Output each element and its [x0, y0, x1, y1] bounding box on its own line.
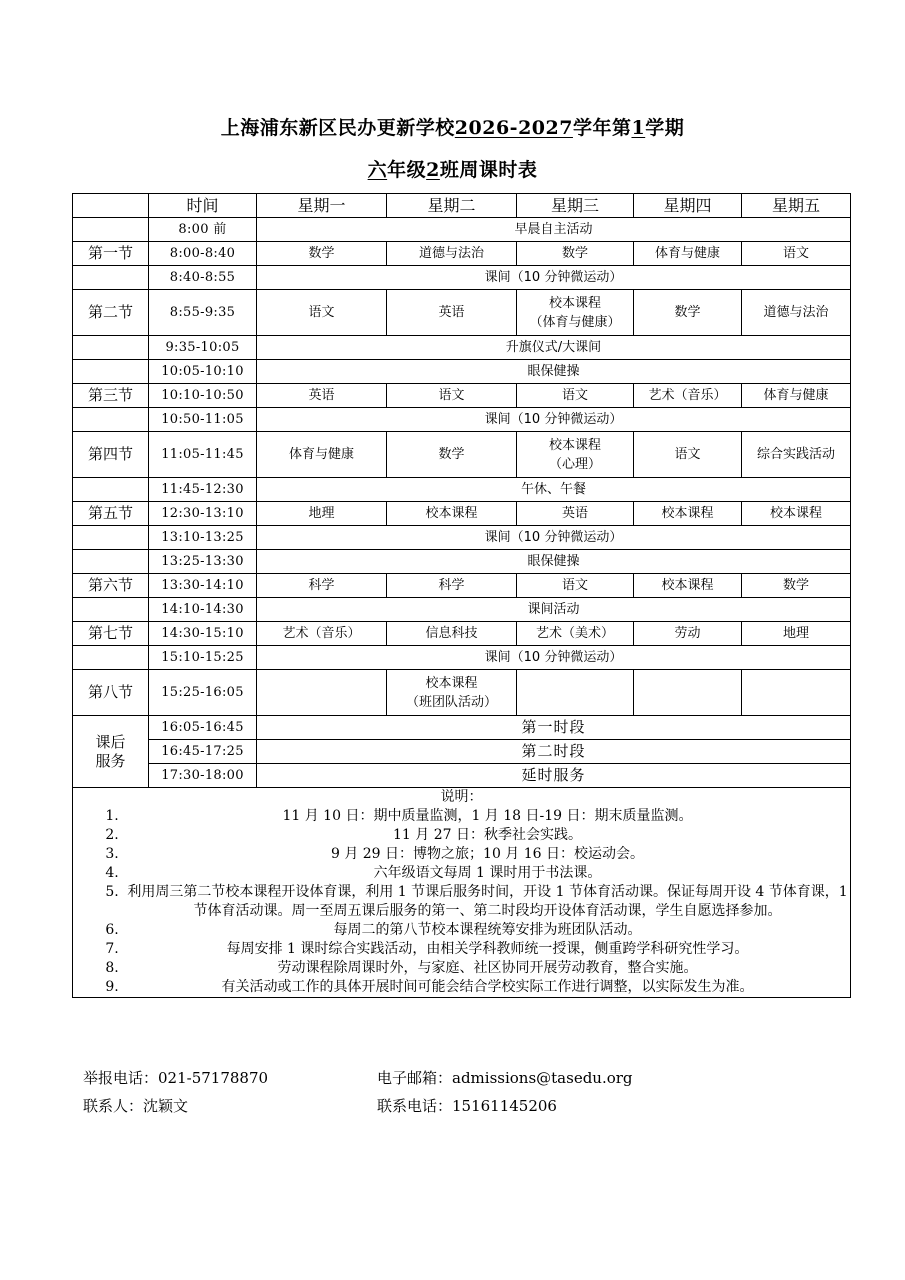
time-cell: 15:25-16:05: [149, 670, 257, 716]
subject-tue: 英语: [387, 290, 517, 336]
schedule-row: [73, 740, 851, 764]
notes-cell: [73, 788, 851, 998]
subject-tue: 校本课程: [387, 502, 517, 526]
note-text: 劳动课程除周课时外，与家庭、社区协同开展劳动教育，整合实施。: [277, 960, 698, 976]
subject-fri: 综合实践活动: [742, 432, 851, 478]
grade-number: 六: [367, 159, 388, 181]
header-tue: 星期二: [387, 194, 517, 218]
subject-mon: 英语: [257, 384, 387, 408]
time-cell: 8:00-8:40: [149, 242, 257, 266]
time-cell: 8:40-8:55: [149, 266, 257, 290]
schedule-title: [0, 155, 905, 182]
note-number: 3.: [105, 846, 119, 862]
subject-thu: 校本课程: [634, 502, 742, 526]
note-number: 7.: [105, 941, 119, 957]
period-blank: [73, 336, 149, 360]
activity-cell: 早晨自主活动: [257, 218, 851, 242]
subject-detail: （班团队活动）: [405, 694, 497, 710]
after-school-label: [73, 716, 149, 788]
subject-mon: 科学: [257, 574, 387, 598]
time-cell: 15:10-15:25: [149, 646, 257, 670]
subject-thu: 艺术（音乐）: [634, 384, 742, 408]
period-label: 第八节: [73, 670, 149, 716]
header-wed: 星期三: [517, 194, 634, 218]
subject-thu: 劳动: [634, 622, 742, 646]
schedule-row: [73, 384, 851, 408]
note-item: [73, 959, 850, 978]
schedule-row: [73, 218, 851, 242]
subject-mon: 体育与健康: [257, 432, 387, 478]
time-cell: 8:00 前: [149, 218, 257, 242]
schedule-row: [73, 526, 851, 550]
time-cell: 8:55-9:35: [149, 290, 257, 336]
period-label: 第七节: [73, 622, 149, 646]
subject-wed: [517, 432, 634, 478]
subject-detail: （体育与健康）: [529, 314, 621, 330]
schedule-row: [73, 360, 851, 384]
note-number: 4.: [105, 865, 119, 881]
note-item: [73, 921, 850, 940]
note-item: [73, 826, 850, 845]
time-cell: 10:50-11:05: [149, 408, 257, 432]
period-label: 第五节: [73, 502, 149, 526]
period-label: 第一节: [73, 242, 149, 266]
subject-tue: 数学: [387, 432, 517, 478]
contact-phone: 联系电话：15161145206: [377, 1097, 557, 1115]
report-phone: 举报电话：021-57178870: [83, 1069, 269, 1087]
period-label: 第三节: [73, 384, 149, 408]
activity-cell: 午休、午餐: [257, 478, 851, 502]
subject-thu: [634, 670, 742, 716]
header-fri: 星期五: [742, 194, 851, 218]
schedule-row: [73, 764, 851, 788]
schedule-row: [73, 478, 851, 502]
academic-years: 2026-2027: [454, 117, 573, 139]
subject-wed: [517, 290, 634, 336]
note-text: 每周安排 1 课时综合实践活动，由相关学科教师统一授课，侧重跨学科研究性学习。: [226, 941, 749, 957]
subject-thu: 数学: [634, 290, 742, 336]
schedule-row: [73, 408, 851, 432]
note-text: 11 月 10 日：期中质量监测，1 月 18 日-19 日：期末质量监测。: [282, 808, 693, 824]
school-name: 上海浦东新区民办更新学校: [220, 117, 455, 139]
schedule-row: [73, 598, 851, 622]
activity-cell: 眼保健操: [257, 550, 851, 574]
subject-thu: 校本课程: [634, 574, 742, 598]
schedule-row: [73, 502, 851, 526]
schedule-row: [73, 574, 851, 598]
time-cell: 12:30-13:10: [149, 502, 257, 526]
time-cell: 14:30-15:10: [149, 622, 257, 646]
time-cell: 10:10-10:50: [149, 384, 257, 408]
subject-mon: 数学: [257, 242, 387, 266]
time-cell: 13:25-13:30: [149, 550, 257, 574]
note-item: [73, 807, 850, 826]
subject-tue: 科学: [387, 574, 517, 598]
note-text: 11 月 27 日：秋季社会实践。: [393, 827, 582, 843]
note-item: [73, 883, 850, 921]
header-blank: [73, 194, 149, 218]
note-item: [73, 940, 850, 959]
activity-cell: 课间（10 分钟微运动）: [257, 408, 851, 432]
note-number: 1.: [105, 808, 119, 824]
note-item: [73, 845, 850, 864]
note-number: 9.: [105, 979, 119, 995]
time-cell: 14:10-14:30: [149, 598, 257, 622]
schedule-row: [73, 336, 851, 360]
time-cell: 17:30-18:00: [149, 764, 257, 788]
time-cell: 9:35-10:05: [149, 336, 257, 360]
subject-wed: 数学: [517, 242, 634, 266]
note-number: 2.: [105, 827, 119, 843]
header-time: 时间: [149, 194, 257, 218]
term-number: 1: [631, 117, 646, 139]
subject-mon: 地理: [257, 502, 387, 526]
after-school-line1: 课后: [95, 732, 126, 751]
time-cell: 13:30-14:10: [149, 574, 257, 598]
period-label: 第二节: [73, 290, 149, 336]
subject-name: 校本课程: [548, 437, 601, 453]
subject-fri: 体育与健康: [742, 384, 851, 408]
notes-list: [73, 807, 850, 997]
subject-tue: 语文: [387, 384, 517, 408]
activity-cell: 课间（10 分钟微运动）: [257, 526, 851, 550]
time-cell: 13:10-13:25: [149, 526, 257, 550]
subject-fri: 校本课程: [742, 502, 851, 526]
title-suffix: 学期: [645, 117, 685, 139]
subject-name: 校本课程: [425, 675, 478, 691]
period-blank: [73, 408, 149, 432]
period-blank: [73, 360, 149, 384]
note-item: [73, 978, 850, 997]
subject-wed: 语文: [517, 574, 634, 598]
time-cell: 11:45-12:30: [149, 478, 257, 502]
class-number: 2: [426, 159, 440, 181]
subject-fri: 道德与法治: [742, 290, 851, 336]
subject-fri: [742, 670, 851, 716]
time-cell: 16:05-16:45: [149, 716, 257, 740]
time-cell: 16:45-17:25: [149, 740, 257, 764]
schedule-row: [73, 290, 851, 336]
header-mon: 星期一: [257, 194, 387, 218]
email-address: 电子邮箱：admissions@tasedu.org: [377, 1069, 633, 1087]
subject-wed: 英语: [517, 502, 634, 526]
subject-mon: 语文: [257, 290, 387, 336]
period-blank: [73, 526, 149, 550]
subject-fri: 地理: [742, 622, 851, 646]
after-school-line2: 服务: [95, 751, 126, 770]
schedule-row: [73, 716, 851, 740]
period-blank: [73, 646, 149, 670]
schedule-row: [73, 622, 851, 646]
title-mid: 学年第: [572, 117, 632, 139]
service-cell: 延时服务: [257, 764, 851, 788]
period-label: 第四节: [73, 432, 149, 478]
note-text: 每周二的第八节校本课程统筹安排为班团队活动。: [333, 922, 642, 938]
note-item: [73, 864, 850, 883]
header-thu: 星期四: [634, 194, 742, 218]
activity-cell: 眼保健操: [257, 360, 851, 384]
period-blank: [73, 218, 149, 242]
subject-thu: 语文: [634, 432, 742, 478]
activity-cell: 升旗仪式/大课间: [257, 336, 851, 360]
note-number: 8.: [105, 960, 119, 976]
schedule-row: [73, 432, 851, 478]
schedule-row: [73, 242, 851, 266]
note-text: 利用周三第二节校本课程开设体育课，利用 1 节课后服务时间，开设 1 节体育活动课。保证每周开设 4 节体育课，1 节体育活动课。周一至周五课后服务的第一、第二时段均开设体育活动课，学生自愿选择参加。: [127, 884, 848, 919]
schedule-row: [73, 266, 851, 290]
note-text: 有关活动或工作的具体开展时间可能会结合学校实际工作进行调整，以实际发生为准。: [221, 979, 754, 995]
activity-cell: 课间活动: [257, 598, 851, 622]
notes-row: [73, 788, 851, 998]
subject-tue: 道德与法治: [387, 242, 517, 266]
subject-name: 校本课程: [548, 295, 601, 311]
activity-cell: 课间（10 分钟微运动）: [257, 646, 851, 670]
subject-tue: [387, 670, 517, 716]
subject-fri: 数学: [742, 574, 851, 598]
header-row: [73, 194, 851, 218]
note-text: 六年级语文每周 1 课时用于书法课。: [373, 865, 602, 881]
subject-wed: [517, 670, 634, 716]
schedule-row: [73, 670, 851, 716]
contact-person: 联系人：沈颖文: [83, 1097, 189, 1115]
schedule-row: [73, 550, 851, 574]
period-blank: [73, 266, 149, 290]
school-title: [0, 113, 905, 140]
note-number: 6.: [105, 922, 119, 938]
period-blank: [73, 478, 149, 502]
activity-cell: 课间（10 分钟微运动）: [257, 266, 851, 290]
service-cell: 第二时段: [257, 740, 851, 764]
period-label: 第六节: [73, 574, 149, 598]
schedule-row: [73, 646, 851, 670]
subject-fri: 语文: [742, 242, 851, 266]
time-cell: 11:05-11:45: [149, 432, 257, 478]
class-suffix: 班周课时表: [439, 159, 538, 181]
service-cell: 第一时段: [257, 716, 851, 740]
note-number: 5.: [105, 884, 119, 900]
time-cell: 10:05-10:10: [149, 360, 257, 384]
subject-tue: 信息科技: [387, 622, 517, 646]
period-blank: [73, 598, 149, 622]
notes-heading: 说明：: [440, 789, 483, 805]
subject-mon: 艺术（音乐）: [257, 622, 387, 646]
period-blank: [73, 550, 149, 574]
subject-wed: 艺术（美术）: [517, 622, 634, 646]
subject-detail: （心理）: [548, 456, 601, 472]
subject-wed: 语文: [517, 384, 634, 408]
note-text: 9 月 29 日：博物之旅；10 月 16 日：校运动会。: [330, 846, 645, 862]
subject-mon: [257, 670, 387, 716]
timetable: [72, 193, 851, 998]
subject-thu: 体育与健康: [634, 242, 742, 266]
grade-suffix: 年级: [387, 159, 427, 181]
